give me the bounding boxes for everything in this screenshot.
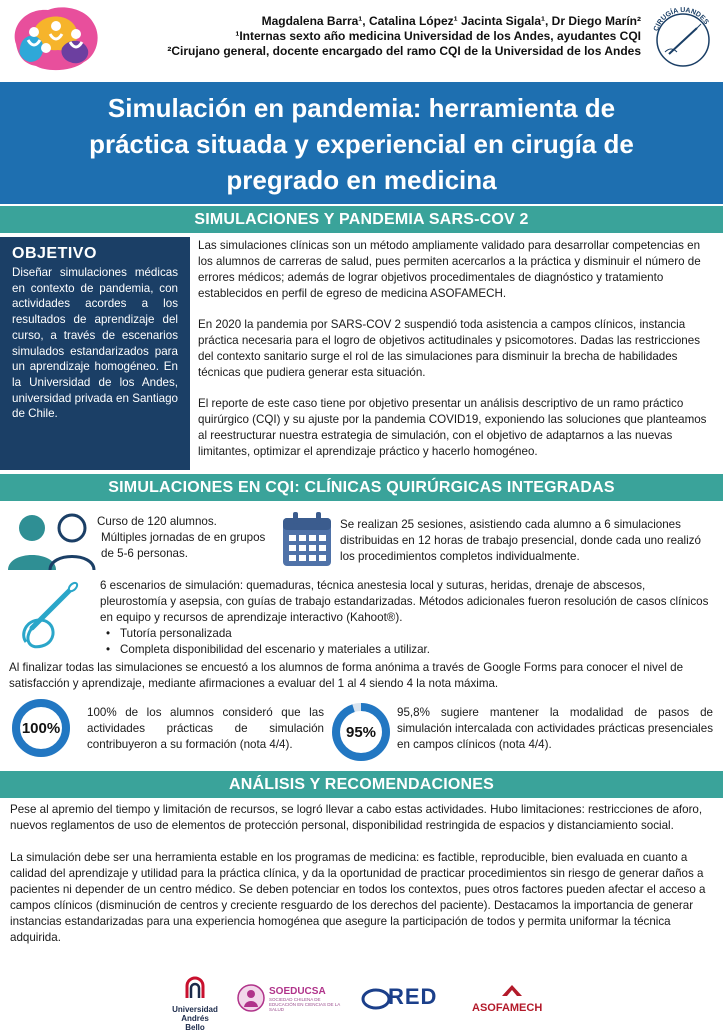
authors-block — [167, 14, 641, 59]
cirugia-uandes-logo — [647, 2, 719, 74]
unab-emblem-icon — [172, 976, 218, 1000]
suture-needle-icon — [18, 580, 80, 650]
soeducsa-emblem-icon — [236, 983, 266, 1013]
title-line-2: práctica situada y experiencial en cirugía de — [89, 129, 634, 159]
benefit-item-1: • Tutoría personalizada — [100, 626, 715, 642]
soeducsa-name: SOEDUCSA — [269, 986, 326, 997]
analysis-text — [10, 802, 714, 962]
analysis-paragraph-1: Pese al apremio del tiempo y limitación de recursos, se logró llevar a cabo estas actividades. Hubo limitaciones: restricciones de aforo, nuevos reglamentos de uso de elementos de protección personal, disponibilidad restringida de espacios y distanciamiento social. — [10, 803, 703, 832]
scenarios-text: 6 escenarios de simulación: quemaduras, técnica anestesia local y suturas, heridas, drenaje de abscesos, pleurostomía y asepsia, con guías de trabajo estandarizadas. Métodos adicionales fueron resolución de casos clínicos en equipo y recursos de aprendizaje interactivo (Kahoot®). — [100, 579, 709, 624]
stat-label-100: 100% — [21, 719, 61, 737]
course-groups: Múltiples jornadas de en grupos de 5-6 personas. — [101, 531, 266, 560]
asofamech-name: ASOFAMECH — [472, 1002, 543, 1014]
stat-text-100: 100% de los alumnos consideró que las actividades prácticas de simulación contribuyeron a su formación (nota 4/4). — [87, 706, 324, 751]
title-band — [0, 82, 723, 204]
unab-name-2: Andrés Bello — [181, 1014, 209, 1032]
section-heading-sars-cov: SIMULACIONES Y PANDEMIA SARS-COV 2 — [0, 206, 723, 233]
objetivo-text: Diseñar simulaciones médicas en contexto de pandemia, con actividades acordes a los resultados de aprendizaje del curso, a través de escenarios simulados estandarizados para un aprendizaje homogéneo. En la Universidad de los Andes, universidad privada en Santiago de Chile. — [12, 266, 178, 421]
soeducsa-logo — [236, 983, 348, 1017]
title-line-3: pregrado en medicina — [226, 165, 497, 195]
course-size: Curso de 120 alumnos. — [97, 515, 217, 528]
intro-paragraph-1: Las simulaciones clínicas son un método ampliamente validado para desarrollar competencias en los alumnos de carreras de salud, pues permiten acercarlos a la práctica y disminuir el número de errores médicos; además de lograr objetivos procedimentales de diagnóstico y tratamiento establecidos en perfil de egreso de medicina ASOFAMECH. — [198, 239, 701, 300]
course-info — [97, 514, 267, 562]
asofamech-logo — [472, 983, 552, 1017]
calendar-icon — [281, 510, 333, 568]
section-heading-cqi: SIMULACIONES EN CQI: CLÍNICAS QUIRÚRGICAS INTEGRADAS — [0, 474, 723, 501]
authors-names: Magdalena Barra¹, Catalina López¹ Jacinta Sigala¹, Dr Diego Marín² — [261, 14, 641, 28]
brain-people-logo — [6, 4, 104, 76]
section-heading-analisis: ANÁLISIS Y RECOMENDACIONES — [0, 771, 723, 798]
red-globe-icon — [362, 985, 390, 1013]
sessions-text: Se realizan 25 sesiones, asistiendo cada alumno a 6 simulaciones distribuidas en 12 horas de trabajo presencial, donde cada uno realizó los procedimientos completos individualmente. — [340, 518, 701, 563]
benefit-item-2: • Completa disponibilidad del escenario y materiales a utilizar. — [100, 642, 715, 658]
intro-text — [198, 238, 718, 475]
analysis-paragraph-2: La simulación debe ser una herramienta estable en los programas de medicina: es factible, reproducible, bien evaluada en cuanto a calidad del aprendizaje y utilidad para la práctica clínica, y da la oportunidad de practicar procedimientos sin riesgo de generar daños a pacientes ni depender de un centro médico. Se deben potenciar en todos los contextos, pues otros factores pueden afectar el acceso a campos clínicos (disminución de centros y creciente resguardo de los derechos del paciente). Destacamos la importancia de generar instancias estandarizadas para una experiencia homogénea que asegure la participación de todos y permita uniformar la técnica adquirida. — [10, 851, 706, 944]
asofamech-emblem-icon — [472, 983, 552, 997]
people-icon — [6, 510, 94, 572]
survey-text: Al finalizar todas las simulaciones se encuestó a los alumnos de forma anónima a través de Google Forms para conocer el nivel de satisfacción y aprendizaje, mediante afirmaciones a evaluar del 1 al 4 siendo 4 la nota máxima. — [9, 661, 684, 690]
red-name: RED — [388, 984, 438, 1009]
intro-paragraph-3: El reporte de este caso tiene por objetivo presentar un análisis descriptivo de un ramo práctico quirúrgico (CQI) y su ajuste por la pandemia COVID19, exponiendo las soluciones que planteamos al reestructurar nuestra estrategia de simulación, con el objetivo de adaptarnos a las nuevas limitantes, optimizar el aprendizaje práctico y hacerlo homogéneo. — [198, 397, 707, 458]
title-line-1: Simulación en pandemia: herramienta de — [107, 93, 616, 123]
stat-text-95: 95,8% sugiere mantener la modalidad de pasos de simulación intercalada con actividades prácticas presenciales en campos clínicos (nota 4/4). — [397, 706, 713, 751]
unab-logo — [172, 976, 218, 1032]
red-logo — [362, 984, 454, 1014]
authors-affiliation-2: ²Cirujano general, docente encargado del ramo CQI de la Universidad de los Andes — [167, 44, 641, 58]
scenarios-block — [100, 578, 715, 658]
objetivo-heading: OBJETIVO — [12, 245, 97, 262]
objetivo-box — [0, 237, 190, 470]
soeducsa-subtitle: SOCIEDAD CHILENA DE EDUCACIÓN EN CIENCIAS DE LA SALUD — [269, 997, 341, 1012]
svg-text:CIRUGÍA UANDES: CIRUGÍA UANDES — [652, 6, 710, 33]
authors-affiliation-1: ¹Internas sexto año medicina Universidad de los Andes, ayudantes CQI — [235, 29, 641, 43]
unab-name-1: Universidad — [172, 1005, 218, 1014]
stat-label-95: 95% — [345, 723, 377, 741]
intro-paragraph-2: En 2020 la pandemia por SARS-COV 2 suspendió toda asistencia a campos clínicos, instancia práctica necesaria para el logro de objetivos actitudinales y psicomotores. Dadas las restricciones del contexto sanitario surge el rol de las simulaciones para disminuir la brecha de habilidades técnicas que pudiera generar esta situación. — [198, 318, 701, 379]
poster-header — [0, 0, 723, 82]
poster-title — [0, 90, 723, 198]
benefits-list — [100, 626, 715, 658]
